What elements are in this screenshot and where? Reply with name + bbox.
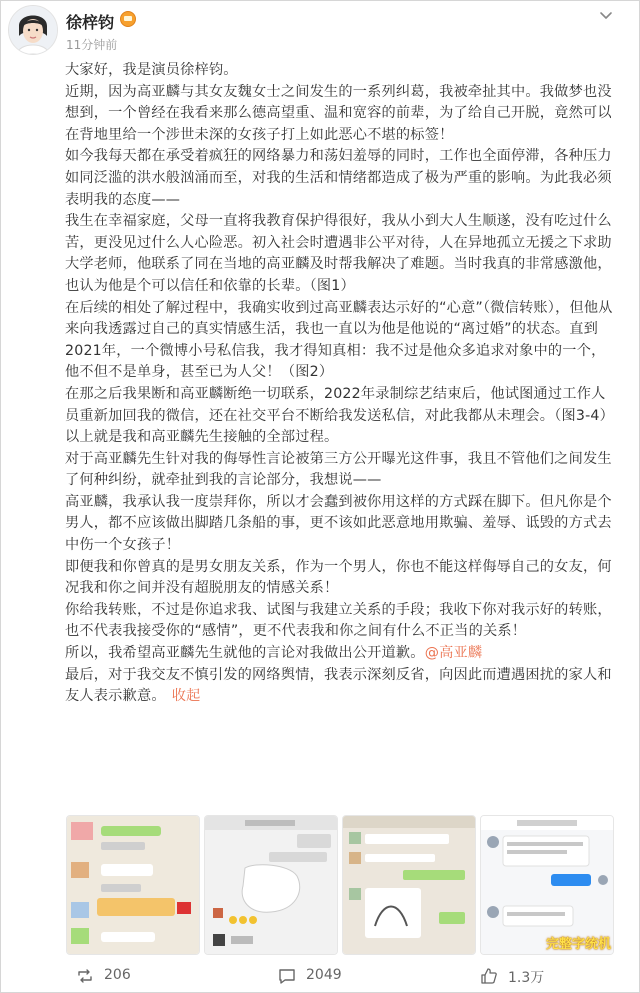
more-options-button[interactable] — [596, 6, 616, 26]
closing-text: 最后，对于我交友不慎引发的网络舆情，我表示深刻反省，向因此而遭遇困扰的家人和友人表示歉意。 — [65, 666, 612, 705]
chevron-down-icon — [596, 6, 616, 26]
paragraph: 我生在幸福家庭，父母一直将我教育保护得很好，我从小到大人生顺遂，没有吃过什么苦，更没见过什么人心险恶。初入社会时遭遇非公平对待，人在异地孤立无援之下求助大学老师，他联系了同在当地的高亚麟及时帮我解决了难题。当时我真的非常感激他，也认为他是个可以信任和依靠的长辈。（图1） — [65, 213, 612, 294]
watermark-text: 完整字统机 — [545, 937, 611, 952]
post-header — [0, 0, 640, 60]
image-thumbnail[interactable] — [480, 815, 614, 955]
post-text — [65, 60, 617, 708]
vip-badge-icon — [120, 11, 136, 27]
image-thumbnail[interactable] — [204, 815, 338, 955]
paragraph: 对于高亚麟先生针对我的侮辱性言论被第三方公开曝光这件事，我且不管他们之间发生了何种纠纷，就牵扯到我的言论部分，我想说—— — [65, 450, 612, 489]
action-bar — [0, 960, 640, 992]
paragraph: 在后续的相处了解过程中，我确实收到过高亚麟表达示好的“心意”（微信转账），但他从来向我透露过自己的真实情感生活，我也一直以为他是他说的“离过婚”的状态。直到2021年，一个微博小号私信我，我才得知真相：我不过是他众多追求对象中的一个，他不但不是单身，甚至已为人父！（图2） — [65, 299, 613, 381]
paragraph: 以上就是我和高亚麟先生接触的全部过程。 — [65, 429, 339, 446]
comment-count: 2049 — [306, 967, 342, 983]
paragraph-with-mention — [65, 643, 617, 665]
username[interactable]: 徐梓钧 — [66, 13, 115, 32]
paragraph: 如今我每天都在承受着疯狂的网络暴力和荡妇羞辱的同时，工作也全面停滞，各种压力如同泛滥的洪水般汹涌而至，对我的生活和情绪都造成了极为严重的影响。为此我必须表明我的态度—— — [65, 148, 612, 208]
paragraph-closing — [65, 665, 617, 708]
comment-icon — [278, 967, 296, 985]
mention-prefix: 所以，我希望高亚麟先生就他的言论对我做出公开道歉。 — [65, 645, 425, 662]
repost-count: 206 — [104, 967, 131, 983]
mention-link[interactable]: @高亚麟 — [424, 645, 483, 662]
avatar[interactable] — [8, 5, 58, 55]
image-grid — [66, 815, 614, 953]
paragraph: 近期，因为高亚麟与其女友魏女士之间发生的一系列纠葛，我被牵扯其中。我做梦也没想到，一个曾经在我看来那么德高望重、温和宽容的前辈，为了给自己开脱，竟然可以在背地里给一个涉世未深的女孩子打上如此恶心不堪的标签！ — [65, 83, 612, 143]
paragraph: 在那之后我果断和高亚麟断绝一切联系，2022年录制综艺结束后，他试图通过工作人员重新加回我的微信，还在社交平台不断给我发送私信，对此我都从未理会。（图3-4） — [65, 385, 615, 424]
paragraph: 高亚麟，我承认我一度崇拜你，所以才会蠢到被你用这样的方式踩在脚下。但凡你是个男人，都不应该做出脚踏几条船的事，更不该如此恶意地用欺骗、羞辱、诋毁的方式去中伤一个女孩子！ — [65, 493, 612, 554]
like-count: 1.3万 — [508, 970, 545, 986]
image-thumbnail[interactable] — [66, 815, 200, 955]
paragraph: 你给我转账，不过是你追求我、试图与我建立关系的手段；我收下你对我示好的转账，也不代表我接受你的“感情”，更不代表我和你之间有什么不正当的关系！ — [65, 601, 612, 640]
post-timestamp[interactable]: 11分钟前 — [66, 38, 118, 52]
paragraph: 大家好，我是演员徐梓钧。 — [65, 62, 238, 78]
collapse-link[interactable]: 收起 — [171, 688, 201, 705]
like-icon — [480, 967, 498, 985]
paragraph: 即便我和你曾真的是男女朋友关系，作为一个男人，你也不能这样侮辱自己的女友，何况我和你之间并没有超脱朋友的情感关系！ — [65, 558, 612, 597]
image-thumbnail[interactable] — [342, 815, 476, 955]
repost-icon — [76, 967, 94, 985]
